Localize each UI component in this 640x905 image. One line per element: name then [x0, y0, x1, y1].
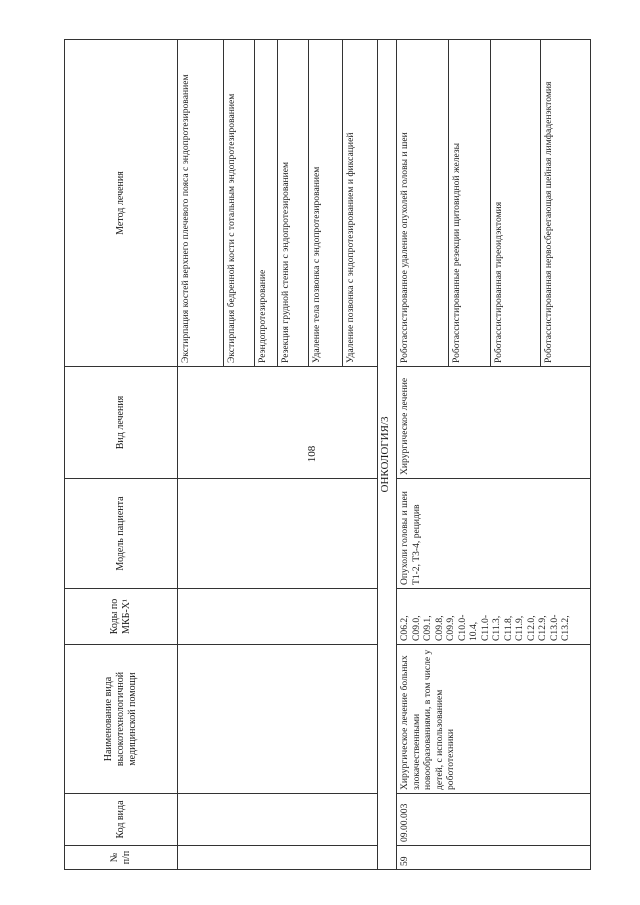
method-item: Реэндопротезирование: [255, 40, 278, 366]
entry-icd-codes: [397, 589, 591, 645]
icd-code: C11.0-: [479, 614, 491, 641]
header-model: Модель пациента: [65, 479, 178, 589]
header-name: Наименование вида высокотехнологичной медицинской помощи: [65, 645, 178, 794]
icd-code: C09.9,: [445, 615, 456, 641]
method-item: Роботассистированное удаление опухолей головы и шеи: [397, 40, 449, 366]
rotated-table-wrapper: [64, 40, 596, 870]
entry-method-list: [397, 40, 591, 367]
cont-num: [178, 846, 378, 870]
icd-code: C09.0,: [410, 615, 422, 641]
method-item: Роботассистированные резекции щитовидной железы: [449, 40, 491, 366]
entry-treatment: Хирургическое лечение: [397, 367, 591, 479]
icd-code: C11.9,: [514, 615, 525, 641]
table-row: [397, 40, 591, 870]
icd-code: C13.0-: [548, 614, 560, 641]
cont-icd: [178, 589, 378, 645]
header-code: Код вида: [65, 794, 178, 846]
header-num: № п/п: [65, 846, 178, 870]
method-item: Роботассистированная нервосберегающая шейная лимфаденэктомия: [543, 81, 554, 363]
icd-code: C09.8,: [433, 615, 445, 641]
method-item: Резекция грудной стенки с эндопротезированием: [278, 40, 309, 366]
icd-code: 10.4,: [468, 621, 479, 641]
method-item: Роботассистированная тиреоидэктомия: [491, 40, 541, 366]
entry-num: 59: [397, 846, 591, 870]
method-item: Экстирпация бедренной кости с тотальным эндопротезированием: [224, 40, 255, 366]
method-item: Удаление тела позвонка с эндопротезированием: [309, 40, 343, 366]
method-item: Удаление позвонка с эндопротезированием и фиксацией: [345, 132, 356, 363]
header-row: [65, 40, 178, 870]
section-title: ОНКОЛОГИЯ/3: [378, 40, 397, 870]
cont-name: [178, 645, 378, 794]
cont-treatment: [178, 367, 378, 479]
hmp-table: [64, 39, 591, 870]
section-row: [378, 40, 397, 870]
cont-code: [178, 794, 378, 846]
entry-name: Хирургическое лечение больных злокачественными новообразованиями, в том числе у детей, с использованием робототехники: [397, 645, 591, 794]
page-number: 108: [306, 445, 318, 463]
cont-model: [178, 479, 378, 589]
header-treatment: Вид лечения: [65, 367, 178, 479]
icd-code: C11.8,: [502, 615, 514, 641]
header-icd: Коды по МКБ-X¹: [65, 589, 178, 645]
header-method: Метод лечения: [65, 40, 178, 367]
icd-code: C13.2,: [560, 615, 571, 641]
icd-code: C06.2,: [399, 615, 410, 641]
continuation-row: [178, 40, 378, 870]
icd-code: C12.9,: [537, 615, 548, 641]
entry-model: Опухоли головы и шеи T1-2, T3-4, рецидив: [397, 479, 591, 589]
entry-code: 09.00.003: [397, 794, 591, 846]
icd-code: C10.0-: [456, 614, 468, 641]
icd-code: C11.3,: [491, 615, 502, 641]
cont-method-list: [178, 40, 378, 367]
method-item: Экстирпация костей верхнего плечевого пояса с эндопротезированием: [178, 40, 224, 366]
icd-code: C09.1,: [422, 615, 433, 641]
icd-code: C12.0,: [525, 615, 537, 641]
